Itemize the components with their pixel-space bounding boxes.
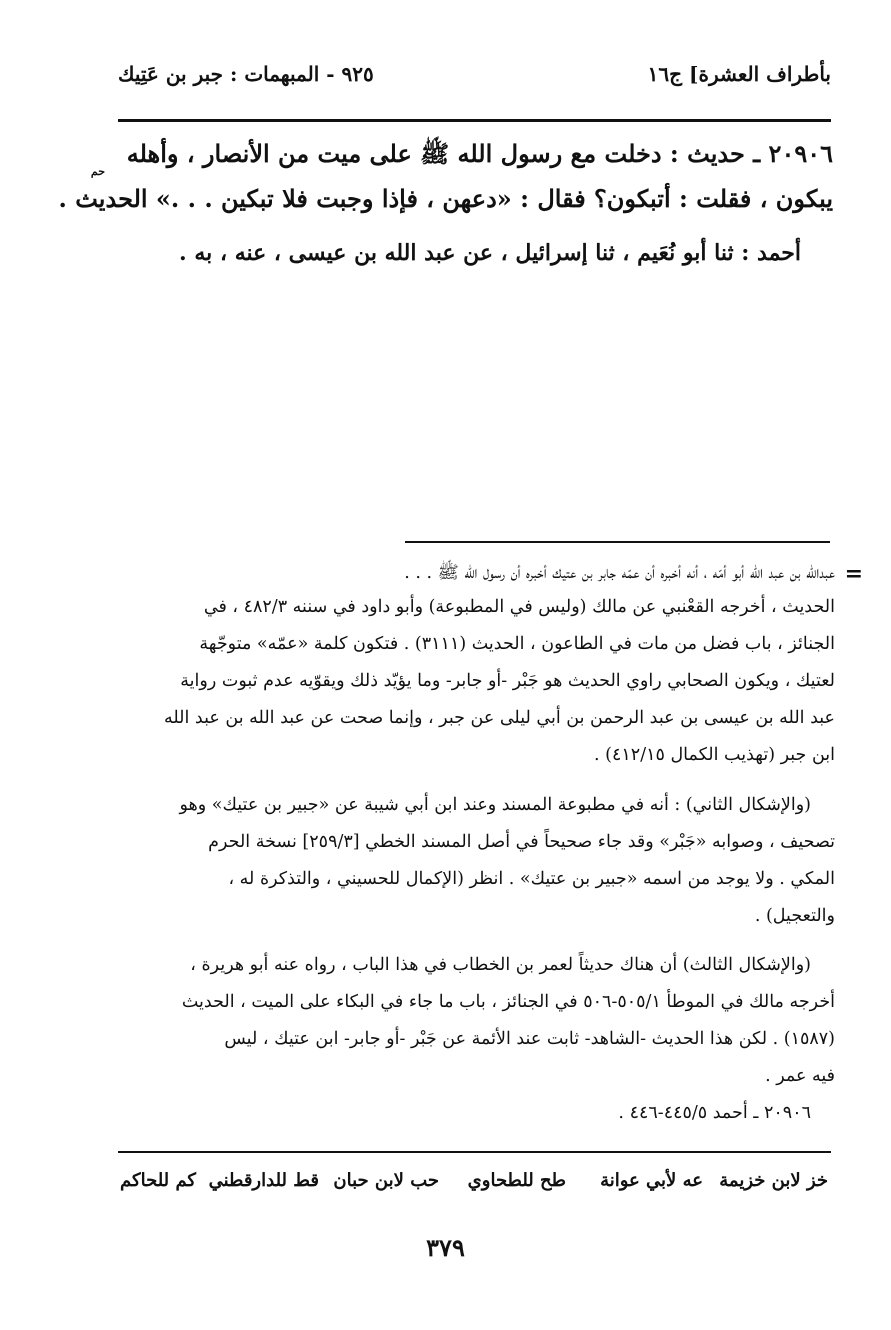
- abbr-name: للحاكم: [120, 1170, 170, 1191]
- footnote-line: فيه عمر .: [765, 1066, 835, 1086]
- hadith-line-1: ٢٠٩٠٦ ـ حديث : دخلت مع رسول الله ﷺ على ميت من الأنصار ، وأهله: [126, 139, 833, 168]
- hadith-isnad: أحمد : ثنا أبو نُعَيم ، ثنا إسرائيل ، عن عبد الله بن عيسى ، عنه ، به .: [179, 240, 801, 266]
- footnote-line: عبدالله بن عبد الله أبو أمّه ، أنه أخبره أن عمّه جابر بن عتيك أخبره أن رسول الله ﷺ . . .: [404, 563, 835, 583]
- hadith-line-2: يبكون ، فقلت : أتبكون؟ فقال : «دعهن ، فإذا وجبت فلا تبكين . . .» الحديث .: [58, 184, 833, 213]
- abbr-daraqutni: [209, 1170, 319, 1191]
- abbr-name: لابن خزيمة: [719, 1170, 801, 1191]
- abbr-name: لأبي عوانة: [600, 1170, 677, 1191]
- abbr-name: للدارقطني: [208, 1170, 288, 1191]
- footnote-line: والتعجيل) .: [754, 906, 835, 926]
- abbr-hakim: [120, 1170, 196, 1191]
- abbr-code: خز: [806, 1170, 828, 1191]
- abbr-code: حب: [410, 1170, 439, 1191]
- running-title: بأطراف العشرة] ج١٦: [647, 62, 831, 86]
- footnote-line: (١٥٨٧) . لكن هذا الحديث -الشاهد- ثابت عند الأئمة عن جَبْر -أو جابر- ابن عتيك ، ليس: [224, 1029, 835, 1049]
- footnote-line: ابن جبر (تهذيب الكمال ٤١٢/١٥) .: [594, 745, 835, 765]
- hadith-siglum: حم: [90, 165, 105, 178]
- section-title: ٩٢٥ - المبهمات : جبر بن عَتِيك: [118, 62, 374, 86]
- footnote-line: أخرجه مالك في الموطأ ٥٠٥/١-٥٠٦ في الجنائز ، باب ما جاء في البكاء على الميت ، الحديث: [181, 992, 835, 1012]
- abbr-name: لابن حبان: [333, 1170, 404, 1191]
- footnote-line: تصحيف ، وصوابه «جَبْر» وقد جاء صحيحاً في أصل المسند الخطي [٢٥٩/٣] نسخة الحرم: [208, 832, 835, 852]
- abbr-ibn-khuzayma: [719, 1170, 828, 1191]
- abbr-code: عه: [682, 1170, 703, 1191]
- abbr-abu-awana: [600, 1170, 703, 1191]
- footnote-line: الحديث ، أخرجه القعْنبي عن مالك (وليس في المطبوعة) وأبو داود في سننه ٤٨٢/٣ ، في: [203, 597, 835, 617]
- page-number: ٣٧٩: [426, 1233, 465, 1262]
- footnote-line: عبد الله بن عيسى بن عبد الرحمن بن أبي ليلى عن جبر ، وإنما صحت عن عبد الله بن عبد الله: [163, 708, 835, 728]
- footnote-line: (والإشكال الثاني) : أنه في مطبوعة المسند وعند ابن أبي شيبة عن «جبير بن عتيك» وهو: [179, 795, 811, 815]
- footnote-line: المكي . ولا يوجد من اسمه «جبير بن عتيك» . انظر (الإكمال للحسيني ، والتذكرة له ،: [228, 869, 835, 889]
- abbr-code: طح: [540, 1170, 566, 1191]
- footnote-line: الجنائز ، باب فضل من مات في الطاعون ، الحديث (٣١١١) . فتكون كلمة «عمّه» متوجّهة: [199, 634, 835, 654]
- header-rule: [118, 119, 831, 122]
- abbr-tahawi: [468, 1170, 566, 1191]
- footnote-line: (والإشكال الثالث) أن هناك حديثاً لعمر بن الخطاب في هذا الباب ، رواه عنه أبو هريرة ،: [190, 955, 811, 975]
- footnote-line: لعتيك ، ويكون الصحابي راوي الحديث هو جَبْر -أو جابر- وما يؤيّد ذلك ويقوّيه عدم ثبوت رواية: [180, 671, 835, 691]
- footer-rule: [118, 1151, 831, 1153]
- footnote-rule: [405, 541, 830, 543]
- abbr-code: قط: [293, 1170, 319, 1191]
- abbr-name: للطحاوي: [467, 1170, 534, 1191]
- continuation-mark: =: [844, 561, 863, 587]
- footnote-line: ٢٠٩٠٦ ـ أحمد ٤٤٥/٥-٤٤٦ .: [618, 1103, 811, 1123]
- abbr-code: كم: [175, 1170, 196, 1191]
- abbr-ibn-hibban: [333, 1170, 439, 1191]
